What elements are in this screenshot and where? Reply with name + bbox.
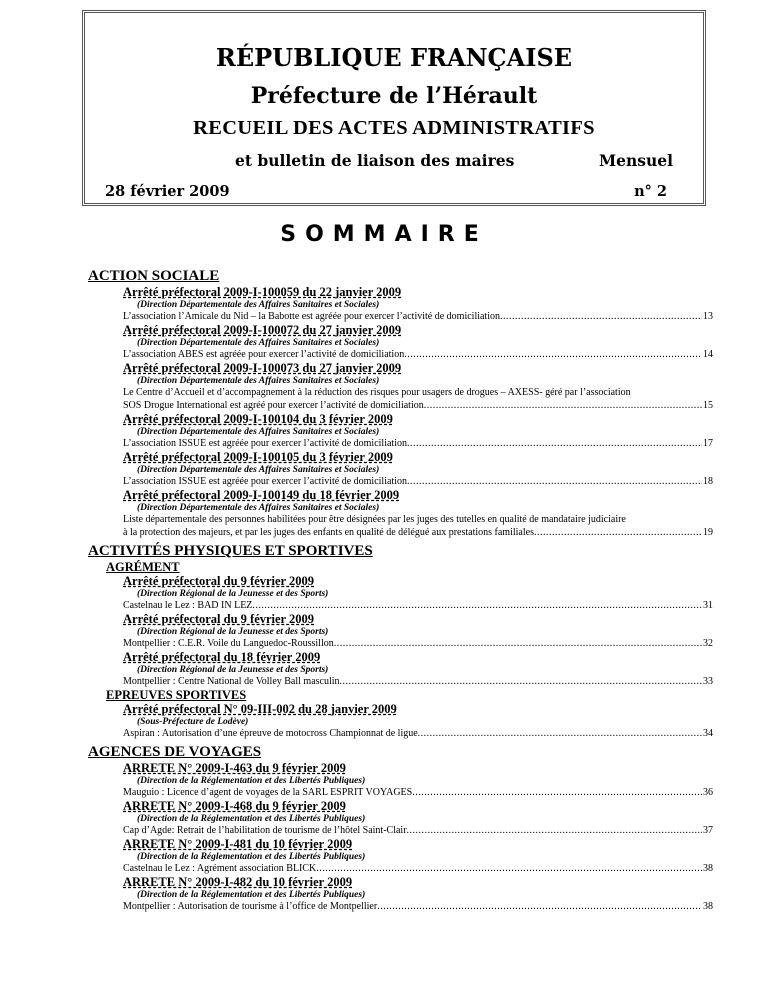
page-number: 38 <box>703 863 713 874</box>
arrete-link[interactable]: Arrêté préfectoral du 9 février 2009 <box>123 612 315 626</box>
arrete-link[interactable]: Arrêté préfectoral 2009-I-100105 du 3 février 2009 <box>123 450 393 464</box>
section-action-sociale[interactable]: ACTION SOCIALE <box>88 268 220 284</box>
toc-entry <box>0 612 768 650</box>
section-agences-voyages[interactable]: AGENCES DE VOYAGES <box>88 744 262 760</box>
header-number: n° 2 <box>634 183 667 200</box>
direction-label: (Direction Départementale des Affaires Sanitaires et Sociales) <box>137 465 380 475</box>
page-number: 17 <box>703 438 713 449</box>
direction-label: (Direction Départementale des Affaires Sanitaires et Sociales) <box>137 338 380 348</box>
entry-description: Montpellier : Autorisation de tourisme à l’office de Montpellier ..... 38 <box>123 900 713 913</box>
direction-label: (Direction de la Réglementation et des Libertés Publiques) <box>137 776 366 786</box>
arrete-link[interactable]: ARRETE N° 2009-I-468 du 9 février 2009 <box>123 799 346 813</box>
header-subtitle: et bulletin de liaison des maires <box>235 151 515 170</box>
page-number: 32 <box>703 638 713 649</box>
arrete-link[interactable]: ARRETE N° 2009-I-482 du 10 février 2009 <box>123 875 353 889</box>
arrete-link[interactable]: Arrêté préfectoral du 9 février 2009 <box>123 574 315 588</box>
page-number: 18 <box>703 476 713 487</box>
entry-description: L’association l’Amicale du Nid – la Babotte est agréée pour exercer l’activité de domiciliation ..... 13 <box>123 310 713 323</box>
toc-entry <box>0 761 768 799</box>
toc-entry <box>0 285 768 323</box>
page-number: 38 <box>703 901 713 912</box>
toc-entry <box>0 799 768 837</box>
entry-description: Montpellier : Centre National de Volley Ball masculin ..... 33 <box>123 675 713 688</box>
toc-entry <box>0 412 768 450</box>
subsection-epreuves[interactable]: EPREUVES SPORTIVES <box>106 688 247 702</box>
entry-description: SOS Drogue International est agréé pour exercer l’activité de domiciliation ..... 15 <box>123 399 713 412</box>
direction-label: (Direction Régional de la Jeunesse et des Sports) <box>137 589 329 599</box>
direction-label: (Direction Départementale des Affaires Sanitaires et Sociales) <box>137 300 380 310</box>
direction-label: (Direction Départementale des Affaires Sanitaires et Sociales) <box>137 376 380 386</box>
arrete-link[interactable]: ARRETE N° 2009-I-481 du 10 février 2009 <box>123 837 353 851</box>
subsection-agrement[interactable]: AGRÉMENT <box>106 560 180 574</box>
arrete-link[interactable]: Arrêté préfectoral N° 09-III-002 du 28 janvier 2009 <box>123 702 397 716</box>
page-number: 34 <box>703 728 713 739</box>
section-activites-sportives[interactable]: ACTIVITÉS PHYSIQUES ET SPORTIVES <box>88 543 373 559</box>
toc-entry <box>0 488 768 539</box>
header-prefecture: Préfecture de l’Hérault <box>250 83 538 109</box>
direction-label: (Direction Départementale des Affaires Sanitaires et Sociales) <box>137 503 380 513</box>
arrete-link[interactable]: ARRETE N° 2009-I-463 du 9 février 2009 <box>123 761 346 775</box>
page-number: 31 <box>703 600 713 611</box>
arrete-link[interactable]: Arrêté préfectoral 2009-I-100149 du 18 février 2009 <box>123 488 400 502</box>
toc-entry <box>0 323 768 361</box>
sommaire-title: SOMMAIRE <box>280 222 488 247</box>
page-number: 33 <box>703 676 713 687</box>
direction-label: (Direction Régional de la Jeunesse et des Sports) <box>137 627 329 637</box>
arrete-link[interactable]: Arrêté préfectoral 2009-I-100104 du 3 février 2009 <box>123 412 393 426</box>
entry-description: Cap d’Agde: Retrait de l’habilitation de tourisme de l’hôtel Saint-Clair ..... 37 <box>123 824 713 837</box>
header-recueil: RECUEIL DES ACTES ADMINISTRATIFS <box>193 117 595 139</box>
direction-label: (Direction de la Réglementation et des Libertés Publiques) <box>137 890 366 900</box>
arrete-link[interactable]: Arrêté préfectoral 2009-I-100059 du 22 janvier 2009 <box>123 285 402 299</box>
direction-label: (Direction Régional de la Jeunesse et des Sports) <box>137 665 329 675</box>
page-number: 14 <box>703 349 713 360</box>
toc-entry <box>0 450 768 488</box>
entry-description: Mauguio : Licence d’agent de voyages de la SARL ESPRIT VOYAGES ..... 36 <box>123 786 713 799</box>
entry-description: Aspiran : Autorisation d’une épreuve de motocross Championnat de ligue ..... 34 <box>123 727 713 740</box>
entry-description: L’association ISSUE est agréée pour exercer l’activité de domiciliation ..... 18 <box>123 475 713 488</box>
toc-entry <box>0 574 768 612</box>
entry-description: Castelnau le Lez : Agrément association BLICK ..... 38 <box>123 862 713 875</box>
entry-description: Montpellier : C.E.R. Voile du Languedoc-Roussillon ..... 32 <box>123 637 713 650</box>
entry-description: Castelnau le Lez : BAD IN LEZ ..... 31 <box>123 599 713 612</box>
page-number: 19 <box>703 527 713 538</box>
direction-label: (Direction Départementale des Affaires Sanitaires et Sociales) <box>137 427 380 437</box>
page-number: 15 <box>703 400 713 411</box>
toc-entry <box>0 702 768 740</box>
entry-description-first-line: Le Centre d’Accueil et d’accompagnement à la réduction des risques pour usagers de drogues – AXESS- géré par l’association <box>123 387 631 398</box>
arrete-link[interactable]: Arrêté préfectoral 2009-I-100072 du 27 janvier 2009 <box>123 323 402 337</box>
entry-description: L’association ABES est agréée pour exercer l’activité de domiciliation ..... 14 <box>123 348 713 361</box>
page-number: 13 <box>703 311 713 322</box>
entry-description: L’association ISSUE est agréée pour exercer l’activité de domiciliation ..... 17 <box>123 437 713 450</box>
header-frequency: Mensuel <box>598 151 673 170</box>
arrete-link[interactable]: Arrêté préfectoral 2009-I-100073 du 27 janvier 2009 <box>123 361 402 375</box>
page-number: 36 <box>703 787 713 798</box>
toc-entry <box>0 837 768 875</box>
header-box <box>82 10 706 206</box>
toc-entry <box>0 875 768 913</box>
direction-label: (Sous-Préfecture de Lodève) <box>137 717 249 727</box>
entry-description: à la protection des majeurs, et par les juges des enfants en qualité de délégué aux prestations familiales ..... 19 <box>123 526 713 539</box>
entry-description-first-line: Liste départementale des personnes habilitées pour être désignées par les juges des tutelles en qualité de mandataire judiciaire <box>123 514 626 525</box>
toc-entry <box>0 650 768 688</box>
table-of-contents <box>0 268 768 913</box>
direction-label: (Direction de la Réglementation et des Libertés Publiques) <box>137 852 366 862</box>
arrete-link[interactable]: Arrêté préfectoral du 18 février 2009 <box>123 650 321 664</box>
direction-label: (Direction de la Réglementation et des Libertés Publiques) <box>137 814 366 824</box>
page-number: 37 <box>703 825 713 836</box>
header-date: 28 février 2009 <box>105 183 230 200</box>
header-republique: RÉPUBLIQUE FRANÇAISE <box>215 43 573 72</box>
toc-entry <box>0 361 768 412</box>
